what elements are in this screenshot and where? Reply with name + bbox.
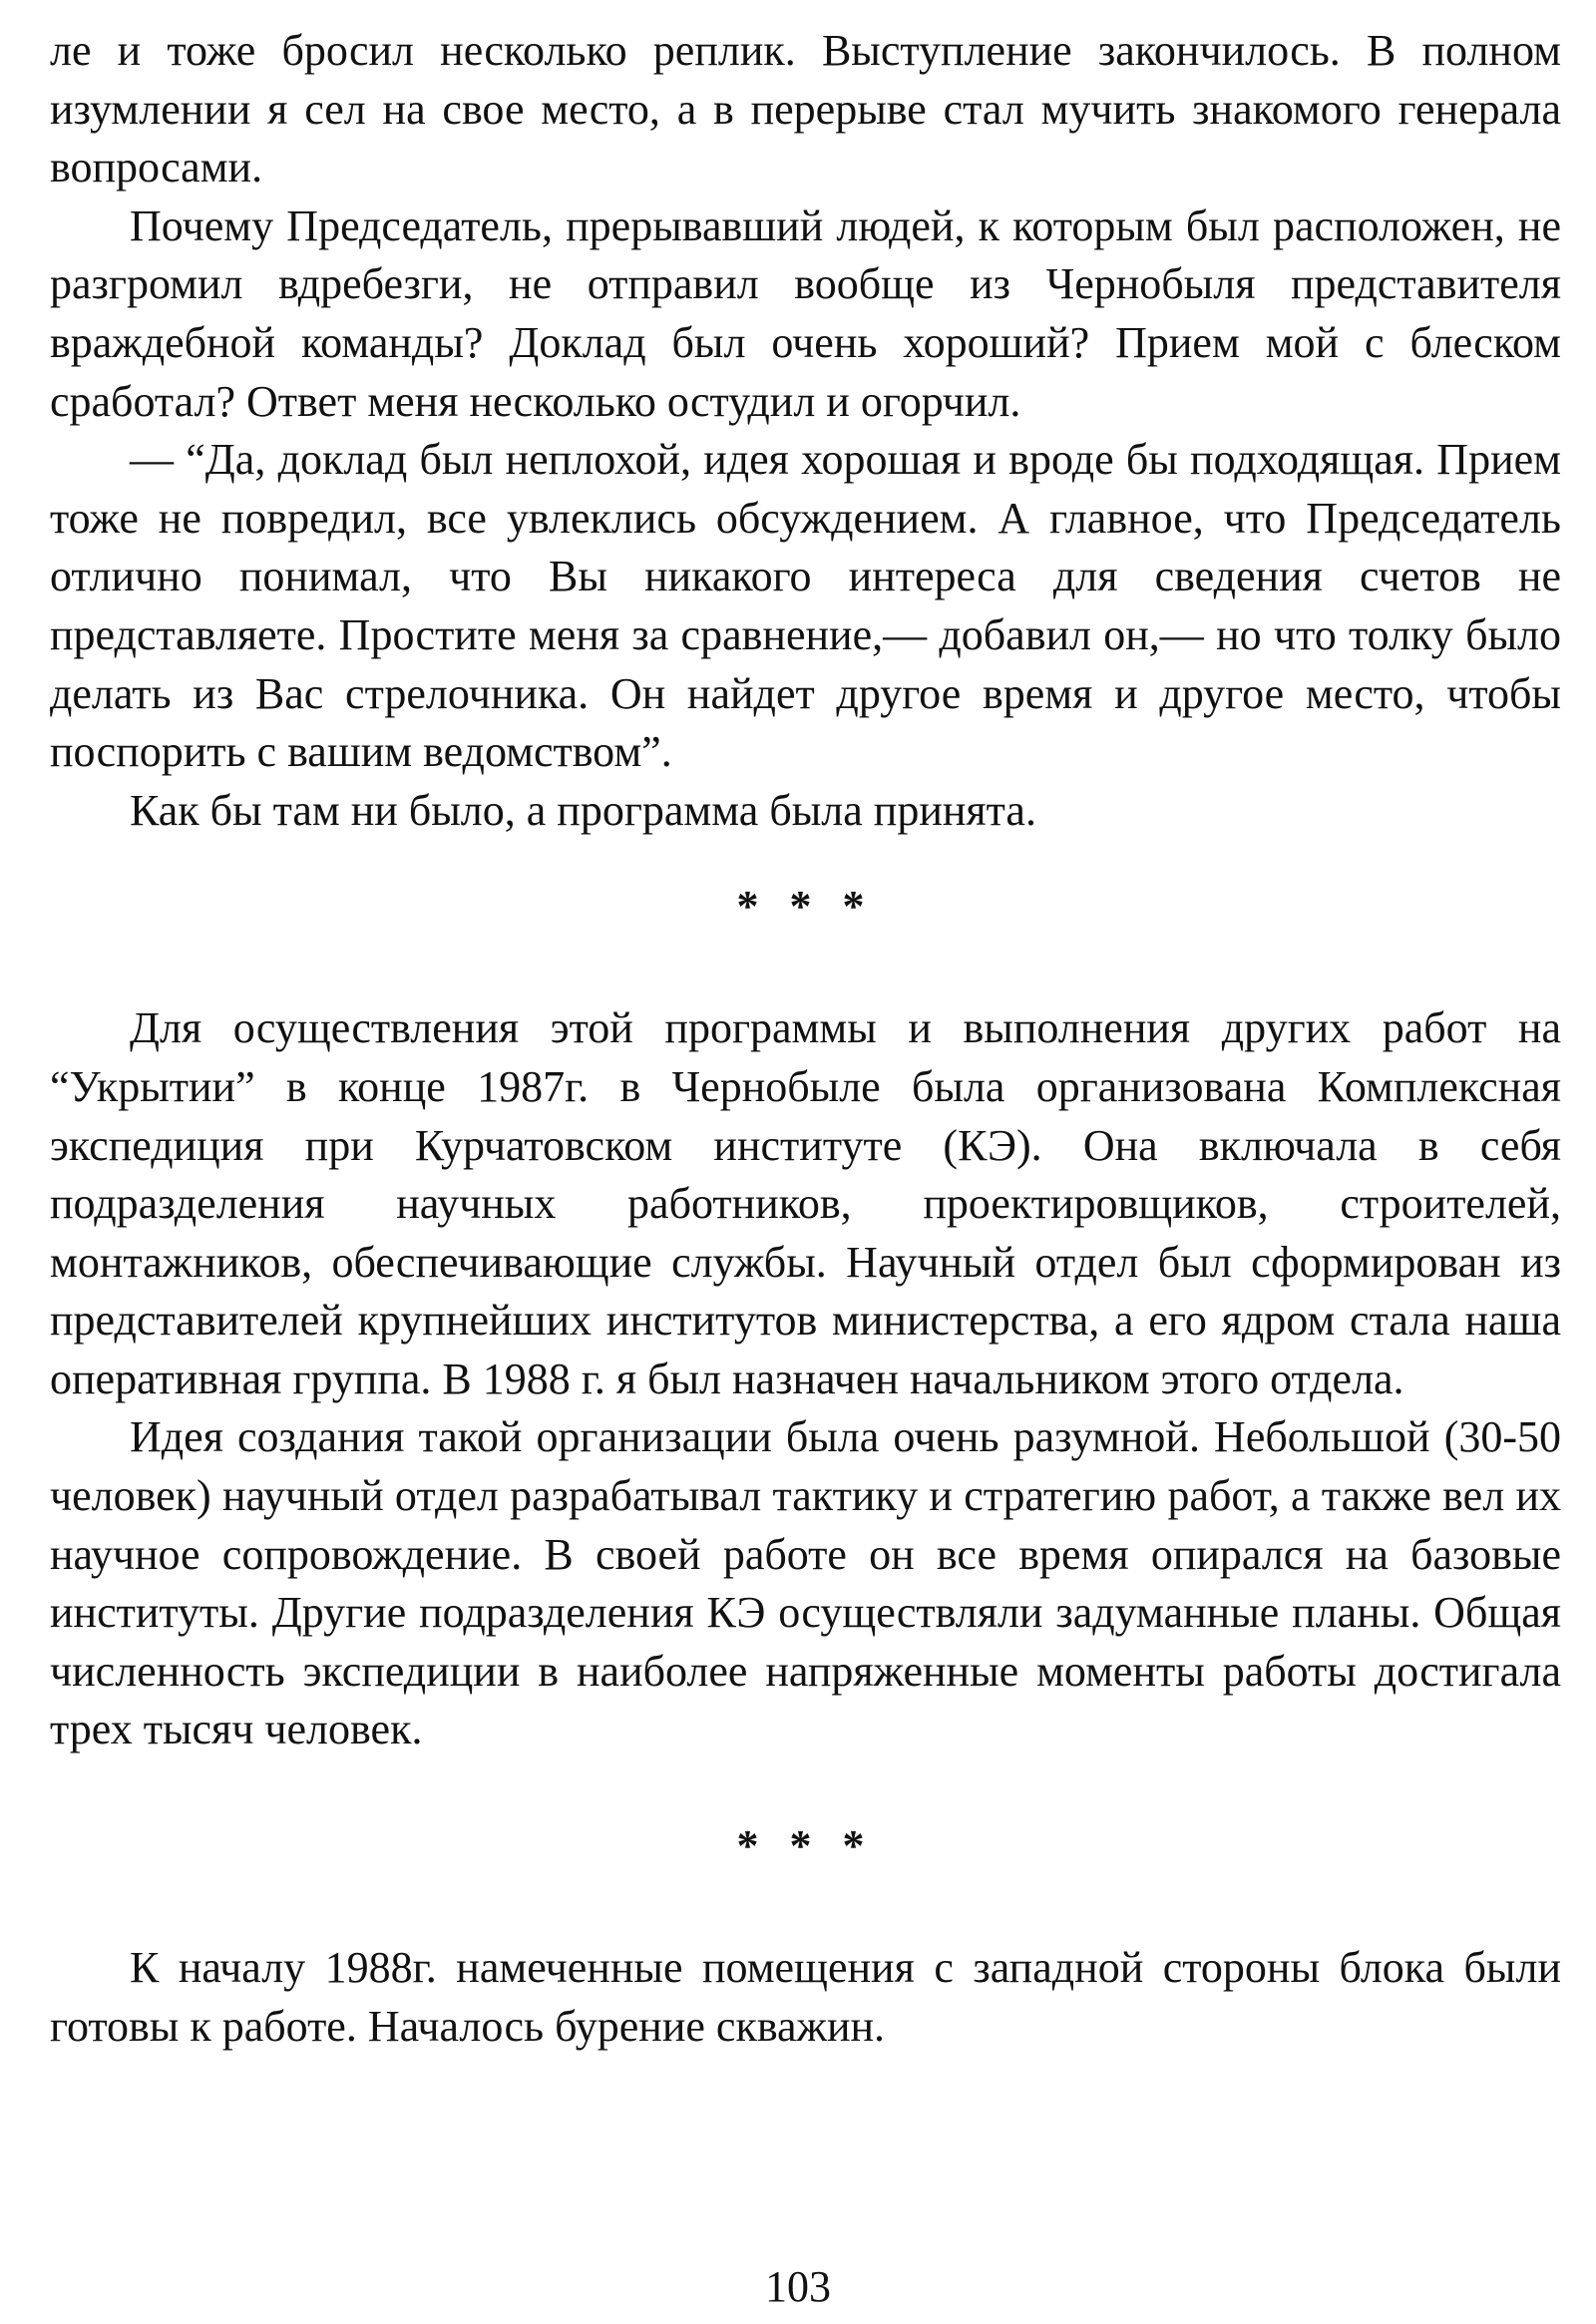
paragraph: К началу 1988г. намеченные помещения с западной стороны блока были готовы к работе. Началось бурение скважин. <box>50 1943 1561 2051</box>
page-body <box>50 22 1561 2056</box>
paragraph: Как бы там ни было, а программа была принята. <box>130 785 1036 835</box>
paragraph: Для осуществления этой программы и выполнения других работ на “Укрытии” в конце 1987г. в Чернобыле была организована Комплексная экспедиция при Курчатовском институте (КЭ). Она включала в себя подразделения научных работников, проектировщиков, строителей, монтажников, обеспечивающие службы. Научный отдел был сформирован из представителей крупнейших институтов министерства, а его ядром стала наша оперативная группа. В 1988 г. я был назначен начальником этого отдела. <box>50 1003 1561 1403</box>
paragraph: Идея создания такой организации была очень разумной. Небольшой (30-50 человек) научный отдел разрабатывал тактику и стратегию работ, а также вел их научное сопровождение. В своей работе он все время опирался на базовые институты. Другие подразделения КЭ осуществляли задуманные планы. Общая численность экспедиции в наиболее напряженные моменты работы достигала трех тысяч человек. <box>50 1412 1561 1754</box>
page-number: 103 <box>765 2262 831 2311</box>
paragraph-continuation: ле и тоже бросил несколько реплик. Выступление закончилось. В полном изумлении я сел на свое место, а в перерыве стал мучить знакомого генерала вопросами. <box>50 26 1561 193</box>
section-separator: * * * <box>736 882 875 932</box>
section-separator: * * * <box>736 1821 875 1871</box>
paragraph: Почему Председатель, прерывавший людей, к которым был расположен, не разгромил вдребезги, не отправил вообще из Чернобыля представителя враждебной команды? Доклад был очень хороший? Прием мой с блеском сработал? Ответ меня несколько остудил и огорчил. <box>50 200 1561 426</box>
paragraph-quote: — “Да, доклад был неплохой, идея хорошая и вроде бы подходящая. Прием тоже не повредил, все увлеклись обсуждением. А главное, что Председатель отлично понимал, что Вы никакого интереса для сведения счетов не представляете. Простите меня за сравнение,— добавил он,— но что толку было делать из Вас стрелочника. Он найдет другое время и другое место, чтобы поспорить с вашим ведомством”. <box>50 435 1561 777</box>
